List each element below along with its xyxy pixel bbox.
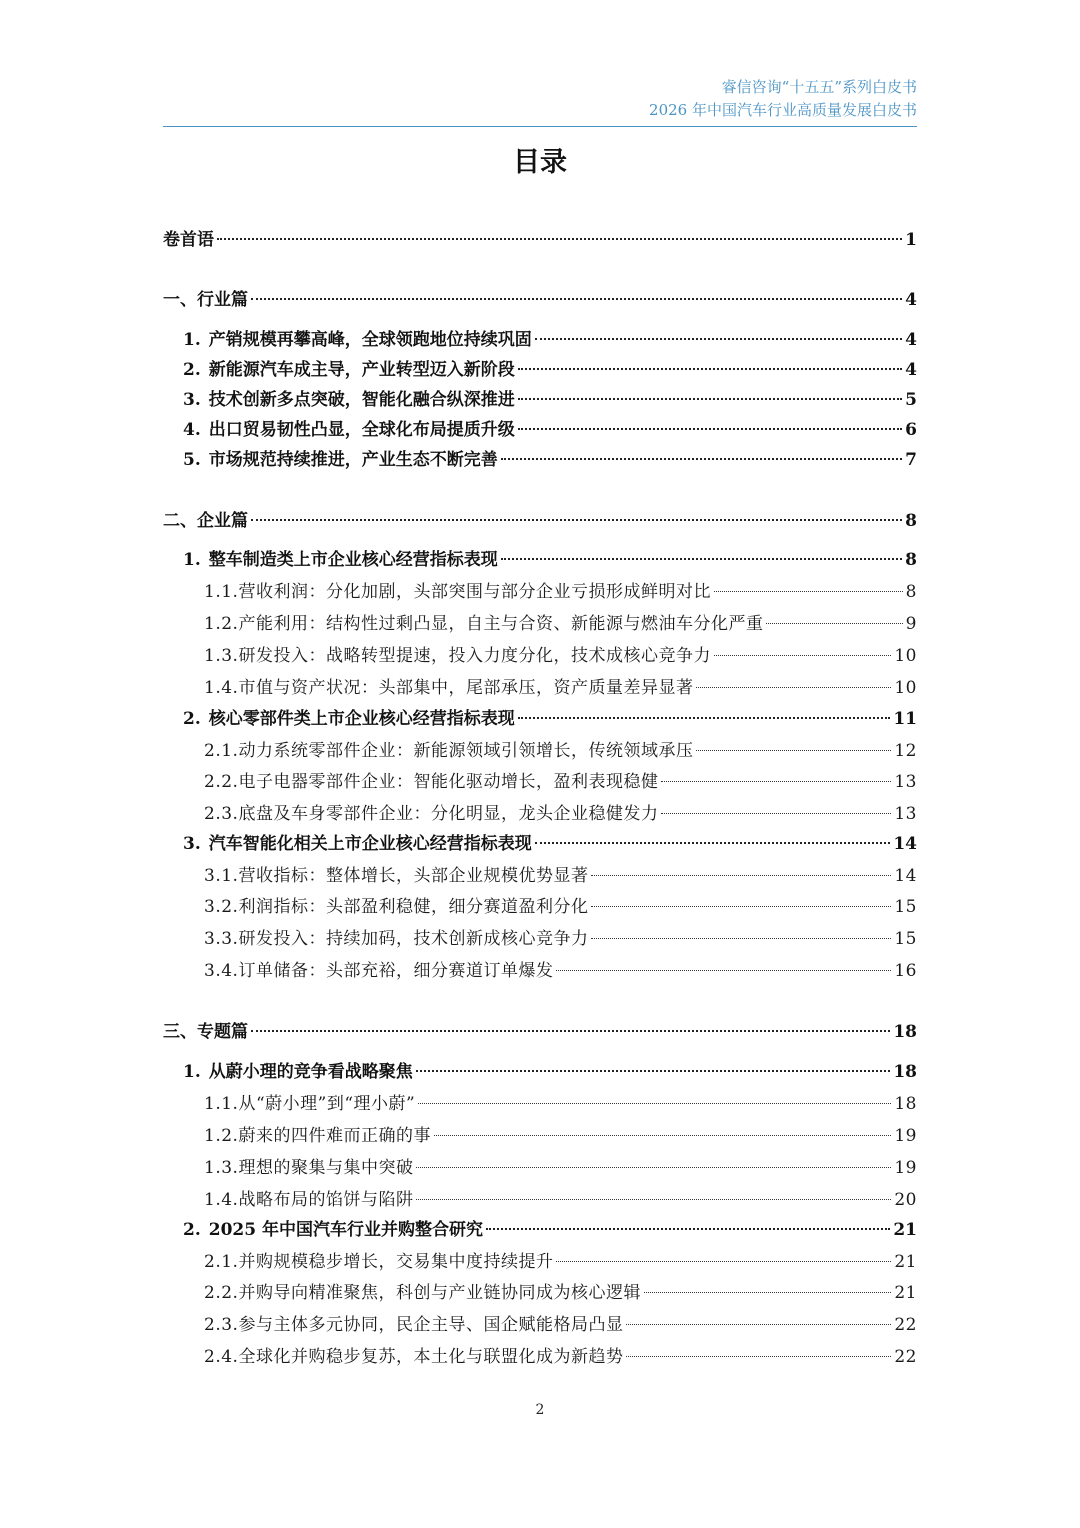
toc-dot-leader: [416, 1199, 891, 1200]
toc-entry-title: 3.3.研发投入：持续加码，技术创新成核心竞争力: [204, 929, 589, 949]
toc-entry[interactable]: [163, 1017, 917, 1042]
toc-entry-page: 7: [905, 450, 917, 470]
toc-entry-page: 12: [894, 741, 917, 761]
toc-entry[interactable]: [163, 506, 917, 531]
toc-dot-leader: [591, 938, 891, 939]
toc-entry-page: 14: [893, 834, 917, 854]
toc-entry-page: 13: [894, 804, 917, 824]
toc-entry-page: 19: [894, 1126, 917, 1146]
toc-entry-title: 产销规模再攀高峰，全球领跑地位持续巩固: [208, 330, 532, 350]
toc-entry-number: 1.: [183, 330, 201, 350]
toc-entry-title: 三、专题篇: [163, 1022, 248, 1042]
toc-entry-title: 汽车智能化相关上市企业核心经营指标表现: [208, 834, 532, 854]
toc-entry-number: 2.: [183, 360, 201, 380]
toc-entry-page: 18: [894, 1094, 917, 1114]
toc-entry-title: 1.3.研发投入：战略转型提速，投入力度分化，技术成核心竞争力: [204, 646, 711, 666]
toc-dot-leader: [714, 655, 891, 656]
toc-entry-title: 出口贸易韧性凸显，全球化布局提质升级: [208, 420, 515, 440]
toc-entry[interactable]: [163, 325, 917, 350]
toc-entry[interactable]: [163, 1278, 917, 1303]
toc-entry[interactable]: [163, 285, 917, 310]
toc-dot-leader: [696, 687, 891, 688]
toc-entry[interactable]: [163, 609, 917, 634]
toc-dot-leader: [661, 781, 891, 782]
toc-entry-page: 13: [894, 772, 917, 792]
toc-entry-page: 4: [905, 290, 917, 310]
toc-entry-number: 1.: [183, 1062, 201, 1082]
toc-entry[interactable]: [163, 577, 917, 602]
toc-entry-number: 3.: [183, 390, 201, 410]
toc-entry-title: 3.4.订单储备：头部充裕，细分赛道订单爆发: [204, 961, 554, 981]
toc-entry[interactable]: [163, 736, 917, 761]
toc-entry-title: 2.4.全球化并购稳步复苏，本土化与联盟化成为新趋势: [204, 1347, 624, 1367]
toc-entry[interactable]: [163, 385, 917, 410]
toc-dot-leader: [418, 1103, 891, 1104]
toc-entry-title: 2.1.并购规模稳步增长，交易集中度持续提升: [204, 1252, 554, 1272]
toc-entry-title: 1.1.营收利润：分化加剧，头部突围与部分企业亏损形成鲜明对比: [204, 582, 711, 602]
header-document-title: 2026 年中国汽车行业高质量发展白皮书: [649, 101, 917, 119]
toc-entry-page: 22: [894, 1347, 917, 1367]
toc-entry[interactable]: [163, 355, 917, 380]
toc-entry[interactable]: [163, 861, 917, 886]
toc-entry-page: 1: [905, 230, 917, 250]
toc-entry[interactable]: [163, 1185, 917, 1210]
toc-entry-title: 2.3.参与主体多元协同，民企主导、国企赋能格局凸显: [204, 1315, 624, 1335]
toc-entry-page: 14: [894, 866, 917, 886]
toc-dot-leader: [626, 1356, 891, 1357]
toc-entry-title: 二、企业篇: [163, 511, 248, 531]
toc-entry[interactable]: [163, 1247, 917, 1272]
page-title: 目录: [513, 147, 567, 178]
toc-entry-title: 1.4.战略布局的馅饼与陷阱: [204, 1190, 414, 1210]
toc-dot-leader: [714, 591, 903, 592]
toc-entry-title: 1.3.理想的聚集与集中突破: [204, 1158, 414, 1178]
toc-entry-page: 15: [894, 929, 917, 949]
toc-entry-number: 1.: [183, 550, 201, 570]
toc-entry[interactable]: [163, 829, 917, 854]
toc-entry-title: 3.1.营收指标：整体增长，头部企业规模优势显著: [204, 866, 589, 886]
toc-entry-title: 2.1.动力系统零部件企业：新能源领域引领增长，传统领域承压: [204, 741, 694, 761]
toc-entry-title: 1.2.产能利用：结构性过剩凸显，自主与合资、新能源与燃油车分化严重: [204, 614, 764, 634]
toc-dot-leader: [251, 519, 902, 521]
toc-dot-leader: [591, 875, 891, 876]
toc-entry-page: 8: [905, 511, 917, 531]
toc-entry[interactable]: [163, 1153, 917, 1178]
toc-entry-title: 市场规范持续推进，产业生态不断完善: [208, 450, 498, 470]
toc-entry[interactable]: [163, 1121, 917, 1146]
toc-entry-page: 21: [894, 1283, 917, 1303]
toc-entry[interactable]: [163, 415, 917, 440]
toc-dot-leader: [626, 1324, 891, 1325]
toc-dot-leader: [696, 750, 891, 751]
toc-dot-leader: [251, 1030, 890, 1032]
toc-entry-title: 一、行业篇: [163, 290, 248, 310]
toc-entry-number: 3.: [183, 834, 201, 854]
toc-entry-page: 4: [905, 360, 917, 380]
toc-entry[interactable]: [163, 641, 917, 666]
toc-entry-title: 核心零部件类上市企业核心经营指标表现: [208, 709, 515, 729]
toc-entry[interactable]: [163, 225, 917, 250]
toc-entry-title: 3.2.利润指标：头部盈利稳健，细分赛道盈利分化: [204, 897, 589, 917]
toc-dot-leader: [251, 298, 902, 300]
toc-entry-number: 2.: [183, 1220, 201, 1240]
toc-entry-page: 10: [894, 646, 917, 666]
toc-entry-page: 9: [905, 614, 917, 634]
toc-entry-page: 20: [894, 1190, 917, 1210]
toc-dot-leader: [416, 1167, 891, 1168]
toc-entry[interactable]: [163, 1342, 917, 1367]
toc-entry[interactable]: [163, 956, 917, 981]
toc-entry-title: 整车制造类上市企业核心经营指标表现: [208, 550, 498, 570]
toc-entry[interactable]: [163, 892, 917, 917]
toc-dot-leader: [518, 428, 902, 430]
toc-entry-title: 2.3.底盘及车身零部件企业：分化明显，龙头企业稳健发力: [204, 804, 659, 824]
page-number: 2: [535, 1402, 545, 1418]
toc-entry-title: 2025 年中国汽车行业并购整合研究: [208, 1220, 483, 1240]
toc-entry[interactable]: [163, 445, 917, 470]
toc-dot-leader: [501, 458, 902, 460]
toc-entry-page: 22: [894, 1315, 917, 1335]
toc-dot-leader: [661, 813, 891, 814]
toc-entry-title: 新能源汽车成主导，产业转型迈入新阶段: [208, 360, 515, 380]
toc-entry-page: 19: [894, 1158, 917, 1178]
toc-entry[interactable]: [163, 1215, 917, 1240]
toc-dot-leader: [591, 906, 891, 907]
toc-dot-leader: [535, 842, 891, 844]
toc-entry-page: 10: [894, 678, 917, 698]
toc-entry-page: 18: [893, 1022, 917, 1042]
toc-entry[interactable]: [163, 545, 917, 570]
header-rule: [163, 126, 917, 127]
toc-entry[interactable]: [163, 799, 917, 824]
toc-entry-title: 卷首语: [163, 230, 214, 250]
toc-entry[interactable]: [163, 924, 917, 949]
toc-entry-page: 6: [905, 420, 917, 440]
toc-entry-number: 5.: [183, 450, 201, 470]
toc-entry[interactable]: [163, 1089, 917, 1114]
toc-dot-leader: [217, 238, 902, 240]
toc-entry-title: 1.1.从“蔚小理”到“理小蔚”: [204, 1094, 416, 1114]
toc-entry-number: 4.: [183, 420, 201, 440]
toc-entry-page: 11: [893, 709, 917, 729]
document-header: [649, 76, 917, 122]
toc-entry-page: 21: [894, 1252, 917, 1272]
toc-entry[interactable]: [163, 673, 917, 698]
toc-entry-page: 8: [905, 582, 917, 602]
toc-entry[interactable]: [163, 1310, 917, 1335]
toc-dot-leader: [501, 558, 902, 560]
toc-entry[interactable]: [163, 767, 917, 792]
toc-entry-title: 从蔚小理的竞争看战略聚焦: [208, 1062, 413, 1082]
toc-entry-page: 5: [905, 390, 917, 410]
toc-dot-leader: [535, 338, 902, 340]
toc-dot-leader: [556, 1261, 891, 1262]
toc-dot-leader: [518, 398, 902, 400]
toc-entry-page: 18: [893, 1062, 917, 1082]
toc-entry-number: 2.: [183, 709, 201, 729]
toc-entry-title: 2.2.并购导向精准聚焦，科创与产业链协同成为核心逻辑: [204, 1283, 641, 1303]
toc-entry[interactable]: [163, 1057, 917, 1082]
toc-entry-title: 2.2.电子电器零部件企业：智能化驱动增长，盈利表现稳健: [204, 772, 659, 792]
toc-dot-leader: [486, 1228, 890, 1230]
toc-dot-leader: [518, 368, 902, 370]
toc-entry-page: 21: [893, 1220, 917, 1240]
toc-dot-leader: [766, 623, 902, 624]
toc-entry[interactable]: [163, 704, 917, 729]
toc-dot-leader: [644, 1292, 891, 1293]
toc-entry-page: 16: [894, 961, 917, 981]
toc-entry-title: 1.4.市值与资产状况：头部集中，尾部承压，资产质量差异显著: [204, 678, 694, 698]
toc-entry-page: 15: [894, 897, 917, 917]
toc-entry-title: 1.2.蔚来的四件难而正确的事: [204, 1126, 431, 1146]
header-series-title: 睿信咨询“十五五”系列白皮书: [721, 78, 917, 96]
toc-dot-leader: [518, 717, 891, 719]
toc-dot-leader: [434, 1135, 891, 1136]
toc-entry-page: 4: [905, 330, 917, 350]
toc-entry-title: 技术创新多点突破，智能化融合纵深推进: [208, 390, 515, 410]
toc-dot-leader: [416, 1070, 891, 1072]
toc-entry-page: 8: [905, 550, 917, 570]
toc-dot-leader: [556, 970, 891, 971]
